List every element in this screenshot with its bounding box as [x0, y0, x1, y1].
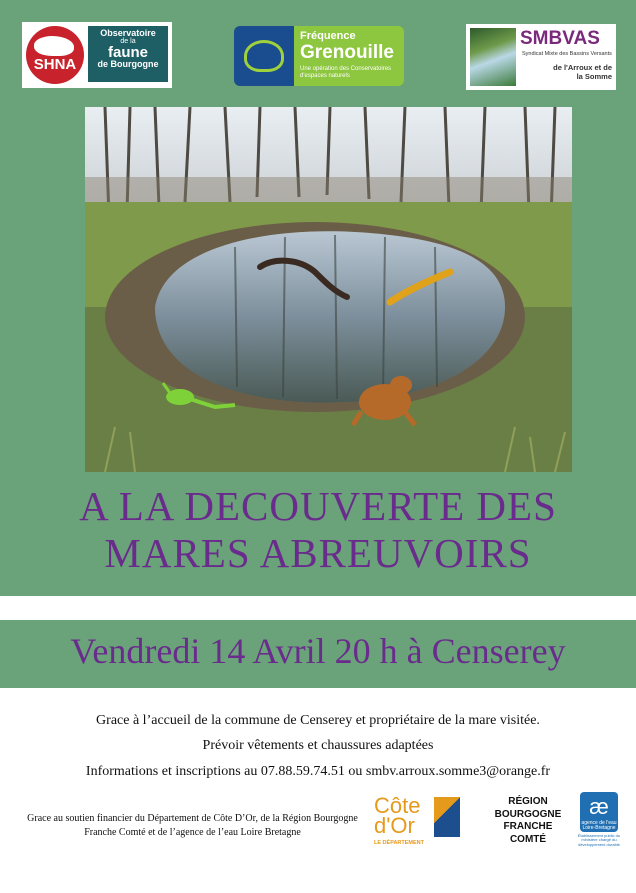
smbvas-name: SMBVAS — [520, 28, 600, 49]
shna-line3: faune — [107, 44, 148, 61]
region-l1: RÉGION — [508, 796, 548, 807]
info-line1: Grace à l’accueil de la commune de Censerey et propriétaire de la mare visitée. — [96, 713, 540, 728]
frequence-grenouille-logo — [234, 26, 404, 86]
headline-line1: A LA DECOUVERTE DES — [79, 483, 557, 529]
agence-eau-caption: Établissement public du ministère chargé du développement durable — [577, 833, 621, 847]
region-l2: BOURGOGNE — [494, 808, 562, 820]
cote-dor-line3: LE DÉPARTEMENT — [374, 840, 425, 846]
event-date: Vendredi 14 Avril 20 h à Censerey — [70, 631, 566, 671]
pond-photo — [85, 107, 572, 472]
region-l3: FRANCHE — [503, 821, 553, 832]
cote-dor-flag-icon — [434, 797, 460, 837]
region-l4: COMTÉ — [509, 833, 547, 845]
shna-abbr: SHNA — [33, 56, 77, 73]
smbvas-subtitle: Syndicat Mixte des Bassins Versants — [522, 51, 612, 57]
smbvas-logo — [466, 24, 616, 90]
shna-emblem-icon — [26, 26, 84, 84]
fg-tagline: Une opération des Conservatoires d'espaces naturels — [300, 66, 392, 79]
info-line3: Informations et inscriptions au 07.88.59.74.51 ou smbv.arroux.somme3@orange.fr — [85, 764, 551, 779]
region-bfc-logo — [478, 796, 578, 854]
cote-dor-line2: d'Or — [374, 813, 415, 838]
shna-line4: de Bourgogne — [97, 59, 159, 69]
cote-dor-logo — [372, 793, 462, 851]
agence-eau-symbol: æ — [589, 794, 609, 819]
mustelid-icon — [34, 36, 74, 56]
fg-line1: Fréquence — [300, 30, 356, 42]
fg-emblem — [234, 26, 294, 86]
headline-line2: MARES ABREUVOIRS — [104, 530, 532, 576]
shna-line1: Observatoire — [100, 28, 156, 38]
fg-text-block — [294, 26, 404, 86]
observatoire-block — [88, 26, 168, 82]
agence-eau-emblem — [580, 792, 618, 832]
cote-dor-line1: Côte — [374, 793, 421, 818]
agence-eau-logo — [577, 792, 621, 852]
agence-eau-small: agence de l'eau Loire-Bretagne — [581, 820, 617, 831]
date-band — [0, 620, 636, 688]
shna-line2: de la — [120, 38, 136, 45]
smbvas-subtitle2: de l'Arroux et de la Somme — [553, 63, 612, 81]
fg-line2: Grenouille — [300, 42, 394, 63]
frog-icon — [244, 40, 284, 72]
funding-text: Grace au soutien financier du Département de Côte D’Or, de la Région Bourgogne Franche Comté et de l’agence de l’eau Loire Bretagne — [27, 813, 358, 838]
info-line2: Prévoir vêtements et chaussures adaptées — [202, 738, 434, 753]
river-photo-icon — [470, 28, 516, 86]
shna-logo — [22, 22, 172, 88]
